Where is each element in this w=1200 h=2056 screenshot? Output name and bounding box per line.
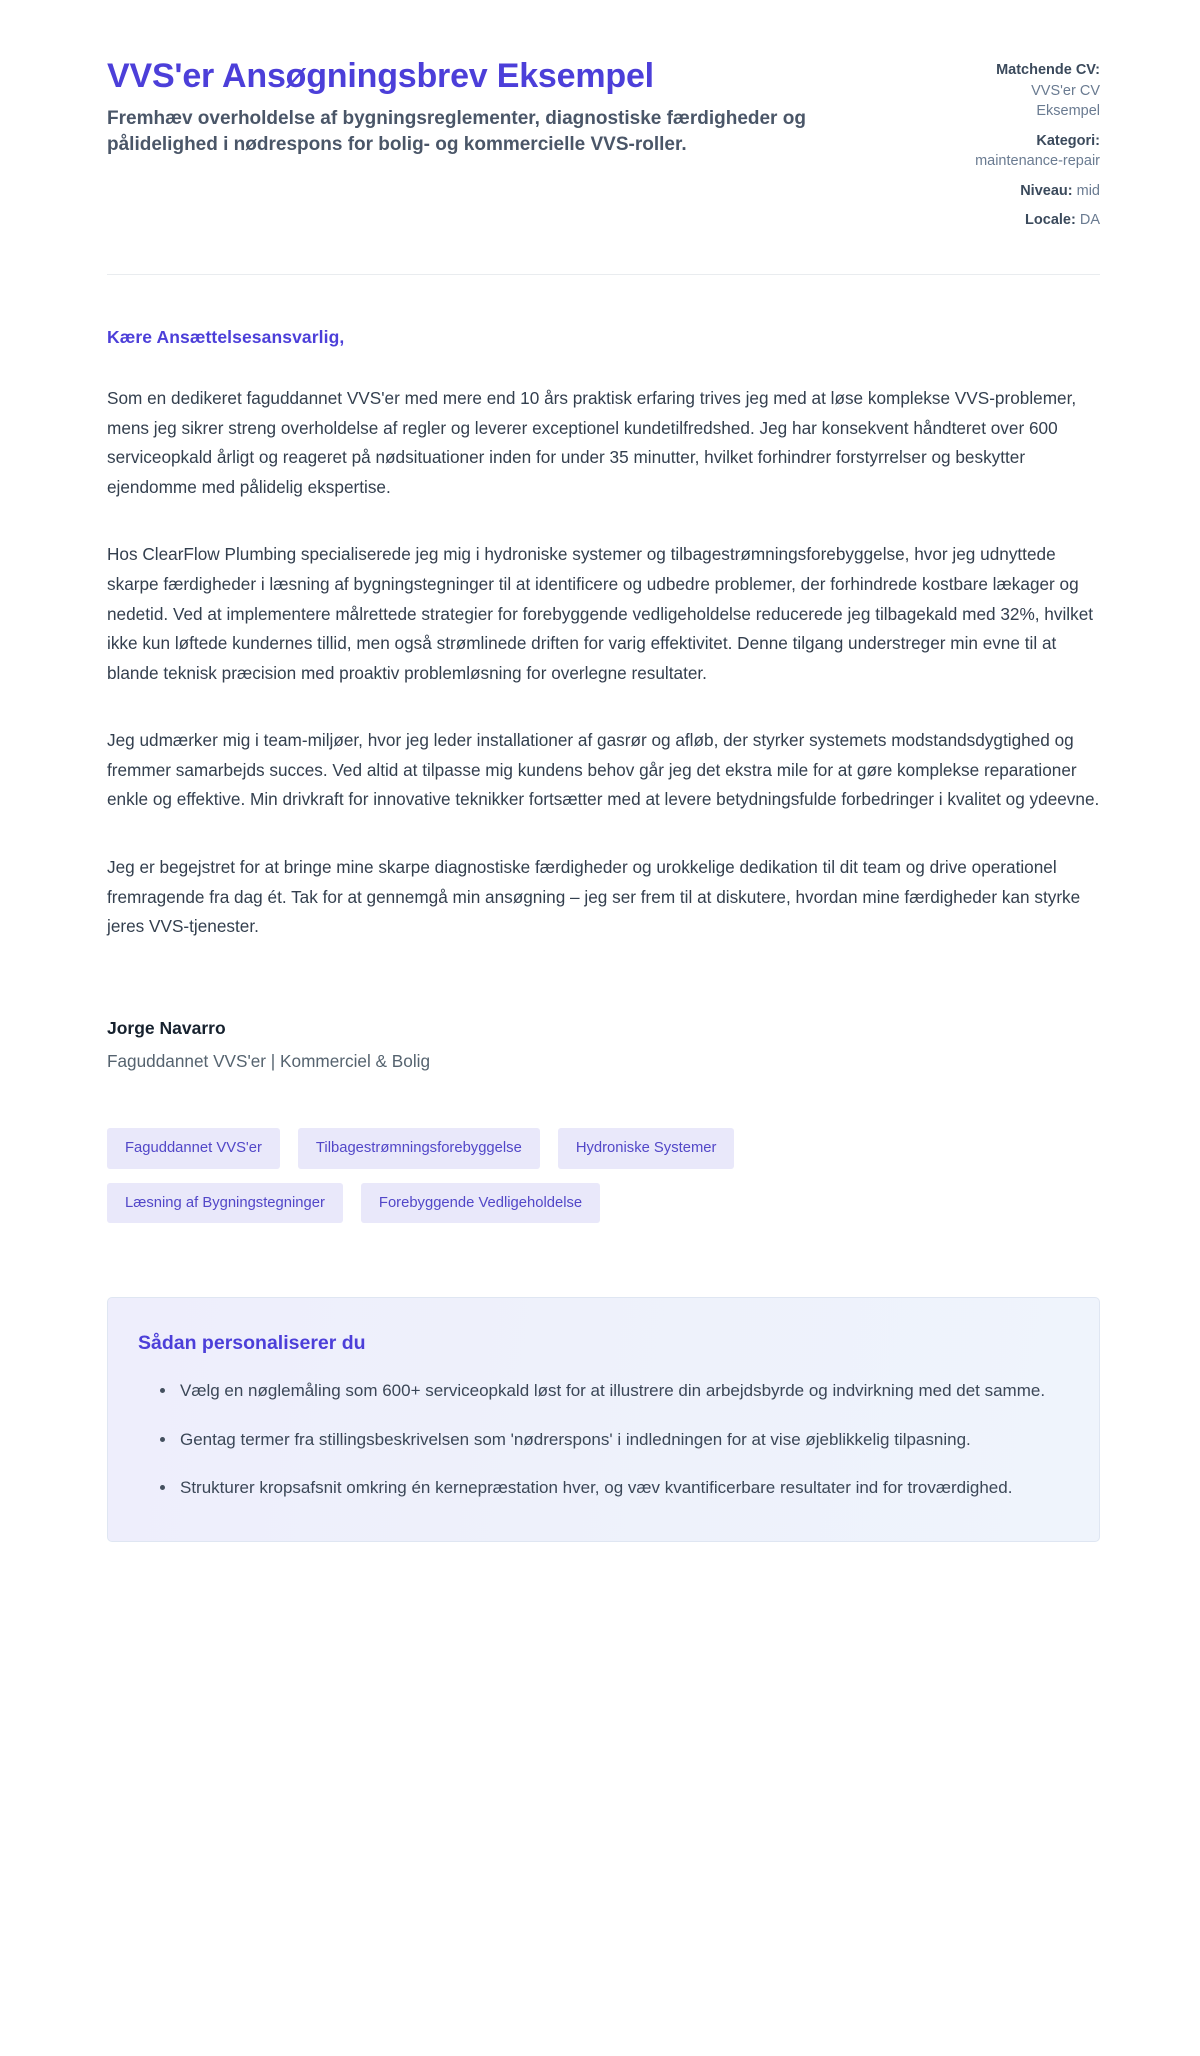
meta-level [965,181,1100,202]
meta-locale-value: DA [1079,212,1100,229]
letter-paragraph: Hos ClearFlow Plumbing specialiserede jeg mig i hydroniske systemer og tilbagestrømningsforebyggelse, hvor jeg udnyttede skarpe færdigheder i læsning af bygningstegninger til at identificere og udbedre problemer, der forhindrede kostbare lækager og nedetid. Ved at implementere målrettede strategier for forebyggende vedligeholdelse reducerede jeg tilbagekald med 32%, hvilket ikke kun løftede kundernes tillid, men også strømlinede driften for varig effektivitet. Denne tilgang understreger min evne til at blande teknisk præcision med proaktiv problemløsning for overlegne resultater. [107,544,1094,683]
letter-paragraph: Som en dedikeret faguddannet VVS'er med mere end 10 års praktisk erfaring trives jeg med at løse komplekse VVS-problemer, mens jeg sikrer streng overholdelse af regler og leverer exceptionel kundetilfredshed. Jeg har konsekvent håndteret over 600 serviceopkald årligt og reageret på nødsituationer inden for under 35 minutter, hvilket forhindrer forstyrrelser og beskytter ejendomme med pålidelig ekspertise. [107,388,1077,497]
personalization-callout [107,1297,1100,1542]
skill-tag[interactable]: Tilbagestrømningsforebyggelse [298,1128,540,1169]
document-header [107,56,1100,231]
meta-level-label: Niveau: [1020,182,1073,199]
skill-tag[interactable]: Faguddannet VVS'er [107,1128,280,1169]
callout-title: Sådan personaliserer du [138,1332,366,1355]
skill-tag-list [107,1128,867,1224]
meta-level-value: mid [1076,182,1100,199]
letter-paragraph: Jeg er begejstret for at bringe mine skarpe diagnostiske færdigheder og urokkelige dedikation til dit team og drive operationel fremragende fra dag ét. Tak for at gennemgå min ansøgning – jeg ser frem til at diskutere, hvordan mine færdigheder kan styrke jeres VVS-tjenester. [107,856,1081,937]
meta-locale [965,210,1100,231]
skill-tag[interactable]: Læsning af Bygningstegninger [107,1183,343,1224]
cover-letter-body [107,275,1100,942]
callout-tip-item: Vælg en nøglemåling som 600+ serviceopkald løst for at illustrere din arbejdsbyrde og indvirkning med det samme. [160,1377,1061,1406]
signature-role: Faguddannet VVS'er | Kommerciel & Bolig [107,1050,431,1071]
document-metadata [965,56,1100,231]
meta-matching-cv-value: VVS'er CV Eksempel [1031,82,1100,120]
signature-name: Jorge Navarro [107,1017,226,1038]
meta-category-label: Kategori: [1036,132,1100,149]
signature-block [107,1018,1100,1072]
header-text-block [107,56,897,159]
meta-category [965,131,1100,172]
meta-category-value: maintenance-repair [975,153,1100,170]
page-title: VVS'er Ansøgningsbrev Eksempel [107,57,654,95]
skill-tag[interactable]: Hydroniske Systemer [558,1128,735,1169]
letter-paragraph: Jeg udmærker mig i team-miljøer, hvor jeg leder installationer af gasrør og afløb, der styrker systemets modstandsdygtighed og fremmer samarbejds succes. Ved altid at tilpasse mig kundens behov går jeg det ekstra mile for at gøre komplekse reparationer enkle og effektive. Min drivkraft for innovative teknikker fortsætter med at levere betydningsfulde forbedringer i kvalitet og ydeevne. [107,730,1100,810]
meta-matching-cv-label: Matchende CV: [996,62,1100,78]
meta-locale-label: Locale: [1025,212,1076,229]
callout-tip-list [138,1377,1061,1503]
meta-matching-cv [965,60,1100,122]
callout-tip-item: Gentag termer fra stillingsbeskrivelsen som 'nødrerspons' i indledningen for at vise øjeblikkelig tilpasning. [160,1426,1061,1455]
page-subtitle: Fremhæv overholdelse af bygningsreglementer, diagnostiske færdigheder og pålidelighed i nødrespons for bolig- og kommercielle VVS-roller. [107,108,806,156]
callout-tip-item: Strukturer kropsafsnit omkring én kernepræstation hver, og væv kvantificerbare resultater ind for troværdighed. [160,1474,1061,1503]
letter-greeting: Kære Ansættelsesansvarlig, [107,327,345,348]
skill-tag[interactable]: Forebyggende Vedligeholdelse [361,1183,600,1224]
